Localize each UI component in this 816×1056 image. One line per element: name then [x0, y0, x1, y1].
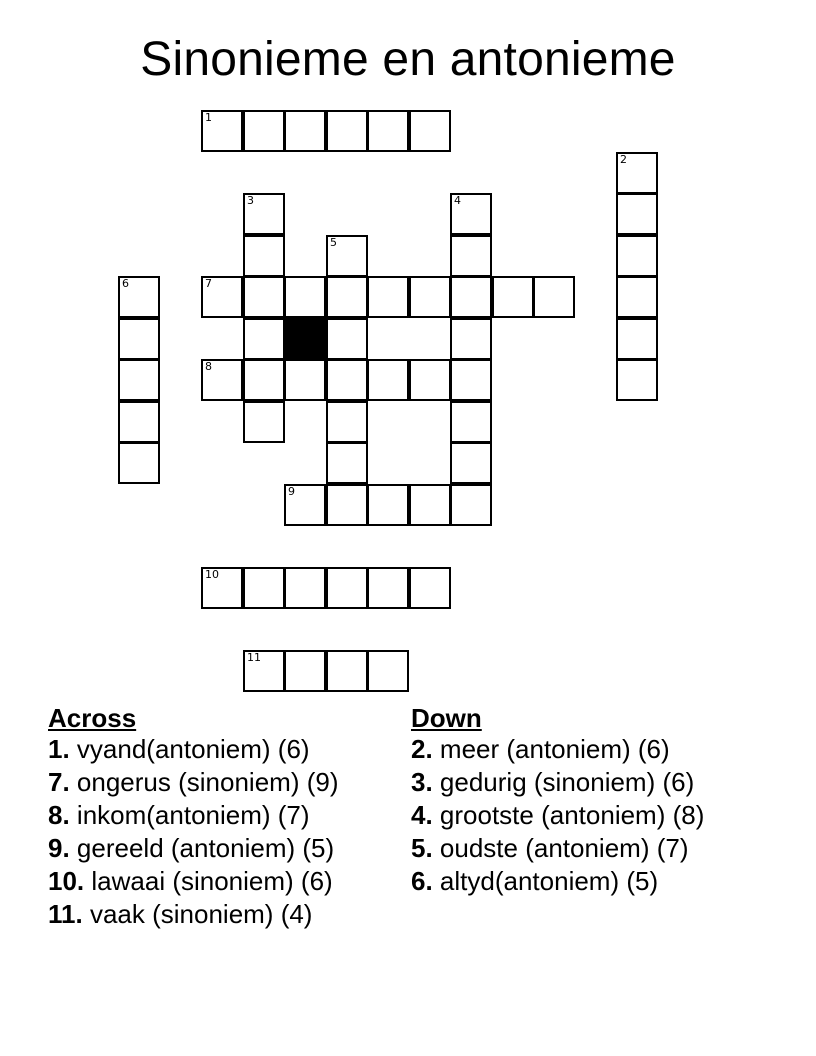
grid-cell[interactable] [616, 318, 658, 360]
grid-cell[interactable] [326, 484, 368, 526]
grid-cell[interactable] [450, 442, 492, 484]
grid-cell[interactable] [118, 318, 160, 360]
grid-cell[interactable] [201, 567, 243, 609]
cell-number: 8 [205, 360, 212, 373]
black-cell [284, 318, 326, 360]
grid-cell[interactable] [326, 276, 368, 318]
cell-number: 3 [247, 194, 254, 207]
grid-cell[interactable] [326, 650, 368, 692]
across-clue-1: 1. vyand(antoniem) (6) [48, 734, 310, 764]
across-clues [48, 702, 388, 933]
grid-cell[interactable] [616, 193, 658, 235]
grid-cell[interactable] [326, 318, 368, 360]
across-clue-7: 7. ongerus (sinoniem) (9) [48, 767, 339, 797]
grid-cell[interactable] [284, 110, 326, 152]
grid-cell[interactable] [243, 193, 285, 235]
grid-cell[interactable] [284, 484, 326, 526]
cell-number: 11 [247, 651, 261, 664]
grid-cell[interactable] [243, 650, 285, 692]
grid-cell[interactable] [284, 359, 326, 401]
grid-cell[interactable] [409, 276, 451, 318]
cell-number: 2 [620, 153, 627, 166]
grid-cell[interactable] [616, 152, 658, 194]
grid-cell[interactable] [118, 401, 160, 443]
cell-number: 7 [205, 277, 212, 290]
grid-cell[interactable] [201, 110, 243, 152]
grid-cell[interactable] [326, 110, 368, 152]
grid-cell[interactable] [409, 359, 451, 401]
down-clue-2: 2. meer (antoniem) (6) [411, 734, 670, 764]
grid-cell[interactable] [367, 484, 409, 526]
down-heading: Down [411, 703, 482, 733]
grid-cell[interactable] [243, 401, 285, 443]
grid-cell[interactable] [201, 276, 243, 318]
grid-cell[interactable] [118, 442, 160, 484]
grid-cell[interactable] [367, 276, 409, 318]
across-heading: Across [48, 703, 137, 733]
down-clues [411, 702, 741, 900]
cell-number: 4 [454, 194, 461, 207]
down-clue-4: 4. grootste (antoniem) (8) [411, 800, 705, 830]
grid-cell[interactable] [118, 276, 160, 318]
grid-cell[interactable] [326, 235, 368, 277]
grid-cell[interactable] [367, 567, 409, 609]
grid-cell[interactable] [243, 110, 285, 152]
grid-cell[interactable] [326, 567, 368, 609]
grid-cell[interactable] [201, 359, 243, 401]
grid-cell[interactable] [450, 235, 492, 277]
grid-cell[interactable] [284, 276, 326, 318]
grid-cell[interactable] [450, 276, 492, 318]
grid-cell[interactable] [450, 359, 492, 401]
grid-cell[interactable] [118, 359, 160, 401]
down-clue-5: 5. oudste (antoniem) (7) [411, 833, 689, 863]
grid-cell[interactable] [533, 276, 575, 318]
grid-cell[interactable] [243, 359, 285, 401]
grid-cell[interactable] [367, 650, 409, 692]
grid-cell[interactable] [409, 484, 451, 526]
grid-cell[interactable] [367, 359, 409, 401]
grid-cell[interactable] [367, 110, 409, 152]
grid-cell[interactable] [450, 484, 492, 526]
grid-cell[interactable] [409, 110, 451, 152]
grid-cell[interactable] [616, 359, 658, 401]
grid-cell[interactable] [326, 442, 368, 484]
grid-cell[interactable] [243, 235, 285, 277]
across-clue-9: 9. gereeld (antoniem) (5) [48, 833, 335, 863]
across-clue-8: 8. inkom(antoniem) (7) [48, 800, 310, 830]
across-clue-11: 11. vaak (sinoniem) (4) [48, 899, 313, 929]
grid-cell[interactable] [616, 276, 658, 318]
grid-cell[interactable] [409, 567, 451, 609]
across-clue-10: 10. lawaai (sinoniem) (6) [48, 866, 333, 896]
cell-number: 1 [205, 111, 212, 124]
cell-number: 10 [205, 568, 219, 581]
grid-cell[interactable] [284, 650, 326, 692]
down-clue-3: 3. gedurig (sinoniem) (6) [411, 767, 695, 797]
grid-cell[interactable] [326, 359, 368, 401]
grid-cell[interactable] [243, 567, 285, 609]
cell-number: 5 [330, 236, 337, 249]
page-title: Sinonieme en antonieme [140, 33, 676, 86]
grid-cell[interactable] [284, 567, 326, 609]
grid-cell[interactable] [450, 318, 492, 360]
grid-cell[interactable] [243, 318, 285, 360]
grid-cell[interactable] [326, 401, 368, 443]
grid-cell[interactable] [450, 193, 492, 235]
down-clue-6: 6. altyd(antoniem) (5) [411, 866, 659, 896]
grid-cell[interactable] [243, 276, 285, 318]
cell-number: 9 [288, 485, 295, 498]
cell-number: 6 [122, 277, 129, 290]
grid-cell[interactable] [450, 401, 492, 443]
grid-cell[interactable] [492, 276, 534, 318]
grid-cell[interactable] [616, 235, 658, 277]
